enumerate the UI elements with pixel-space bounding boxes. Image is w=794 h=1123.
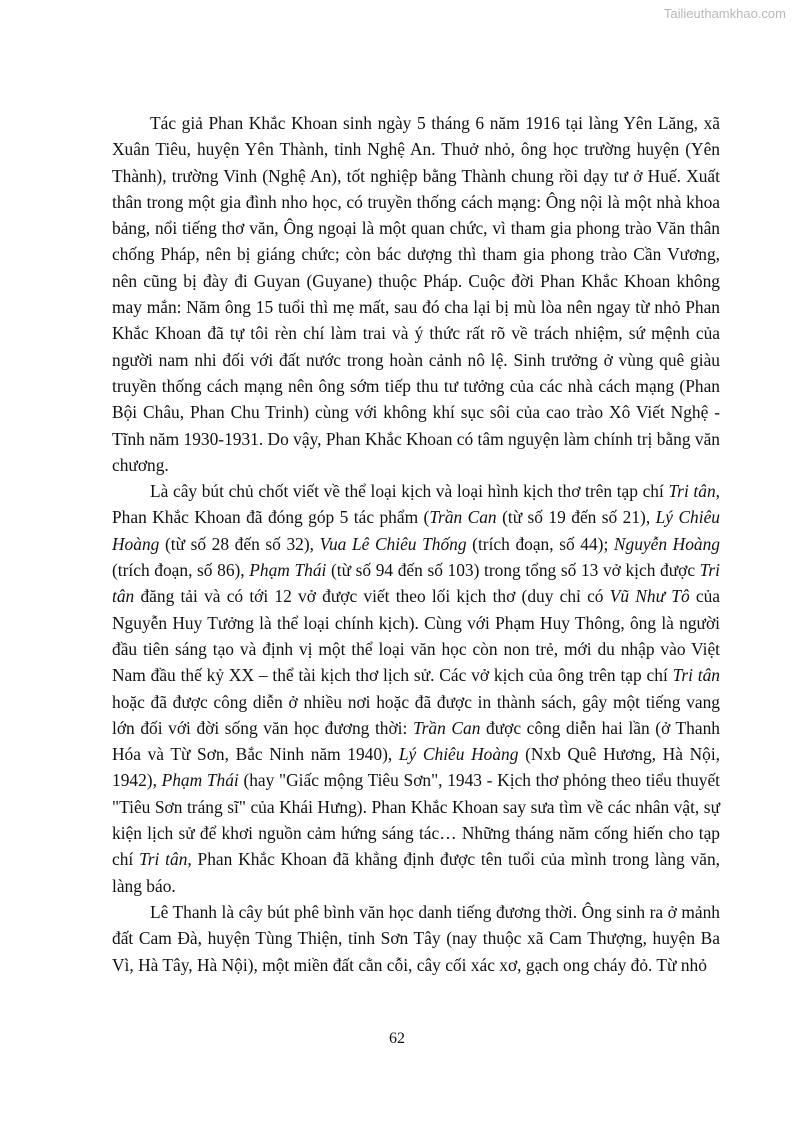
text-run: , Phan Khắc Khoan đã đóng góp 5 tác phẩm ( [112, 481, 720, 528]
italic-title: Tri tân [112, 560, 720, 607]
paragraph [112, 110, 720, 478]
italic-title: Lý Chiêu Hoàng [398, 744, 519, 765]
text-run: Tác giả Phan Khắc Khoan sinh ngày 5 tháng 6 năm 1916 tại làng Yên Lăng, xã Xuân Tiêu, huyện Yên Thành, tỉnh Nghệ An. Thuở nhỏ, ông học trường huyện (Yên Thành), trường Vinh (Nghệ An), tốt nghiệp bằng Thành chung rồi dạy tư ở Huế. Xuất thân trong một gia đình nho học, có truyền thống cách mạng: Ông nội là một nhà khoa bảng, nổi tiếng thơ văn, Ông ngoại là một quan chức, vì tham gia phong trào Văn thân chống Pháp, nên bị giáng chức; còn bác dượng thì tham gia phong trào Cần Vương, nên cũng bị đày đi Guyan (Guyane) thuộc Pháp. Cuộc đời Phan Khắc Khoan không may mắn: Năm ông 15 tuổi thì mẹ mất, sau đó cha lại bị mù lòa nên ngay từ nhỏ Phan Khắc Khoan đã tự tôi rèn chí làm trai và ý thức rất rõ về trách nhiệm, sứ mệnh của người nam nhi đối với đất nước trong hoàn cảnh nô lệ. Sinh trưởng ở vùng quê giàu truyền thống cách mạng nên ông sớm tiếp thu tư tưởng của các nhà cách mạng (Phan Bội Châu, Phan Chu Trinh) cùng với không khí sục sôi của cao trào Xô Viết Nghệ - Tĩnh năm 1930-1931. Do vậy, Phan Khắc Khoan có tâm nguyện làm chính trị bằng văn chương. [112, 113, 720, 475]
watermark: Tailieuthamkhao.com [663, 6, 786, 21]
text-run: (trích đoạn, số 86), [112, 560, 250, 581]
body-text [112, 110, 720, 978]
italic-title: Phạm Thái [249, 560, 327, 581]
italic-title: Phạm Thái [161, 770, 239, 791]
text-run: Lê Thanh là cây bút phê bình văn học danh tiếng đương thời. Ông sinh ra ở mảnh đất Cam Đà, huyện Tùng Thiện, tỉnh Sơn Tây (nay thuộc xã Cam Thượng, huyện Ba Vì, Hà Tây, Hà Nội), một miền đất cằn cỗi, cây cối xác xơ, gạch ong cháy đỏ. Từ nhỏ [112, 901, 720, 975]
italic-title: Trần Can [412, 717, 481, 738]
italic-title: Vũ Như Tô [609, 586, 690, 607]
italic-title: Trần Can [429, 507, 497, 528]
paragraph [112, 899, 720, 978]
text-run: đăng tải và có tới 12 vở được viết theo lối kịch thơ (duy chỉ có [134, 586, 610, 607]
text-run: , Phan Khắc Khoan đã khẳng định được tên tuổi của mình trong làng văn, làng báo. [112, 849, 720, 896]
italic-title: Tri tân [672, 665, 720, 686]
text-run: (hay "Giấc mộng Tiêu Sơn", 1943 - Kịch thơ phỏng theo tiểu thuyết "Tiêu Sơn tráng sĩ" của Khái Hưng). Phan Khắc Khoan say sưa tìm về các nhân vật, sự kiện lịch sử để khơi nguồn cảm hứng sáng tác… Những tháng năm cống hiến cho tạp chí [112, 770, 720, 870]
text-run: (trích đoạn, số 44); [466, 533, 614, 554]
italic-title: Lý Chiêu Hoàng [112, 507, 720, 554]
page-number: 62 [389, 1030, 405, 1047]
text-run: (từ số 19 đến số 21), [496, 507, 656, 528]
text-run: của Nguyễn Huy Tưởng là thể loại chính kịch). Cùng với Phạm Huy Thông, ông là người đầu tiên sáng tạo và định vị một thể loại văn học còn non trẻ, mới du nhập vào Việt Nam đầu thế kỷ XX – thể tài kịch thơ lịch sử. Các vở kịch của ông trên tạp chí [112, 586, 720, 686]
italic-title: Vua Lê Chiêu Thống [319, 533, 467, 554]
text-run: hoặc đã được công diễn ở nhiều nơi hoặc đã được in thành sách, gây một tiếng vang lớn đối với đời sống văn học đương thời: [112, 691, 720, 738]
text-run: (từ số 28 đến số 32), [159, 533, 320, 554]
paragraph [112, 478, 720, 899]
text-run: (từ số 94 đến số 103) trong tổng số 13 vở kịch được [326, 560, 700, 581]
italic-title: Tri tân [668, 481, 716, 502]
text-run: (Nxb Quê Hương, Hà Nội, 1942), [112, 744, 720, 791]
text-run: Là cây bút chủ chốt viết về thể loại kịch và loại hình kịch thơ trên tạp chí [150, 481, 669, 502]
text-run: được công diễn hai lần (ở Thanh Hóa và Từ Sơn, Bắc Ninh năm 1940), [112, 717, 720, 765]
italic-title: Nguyễn Hoàng [613, 533, 720, 554]
italic-title: Tri tân [139, 849, 188, 870]
